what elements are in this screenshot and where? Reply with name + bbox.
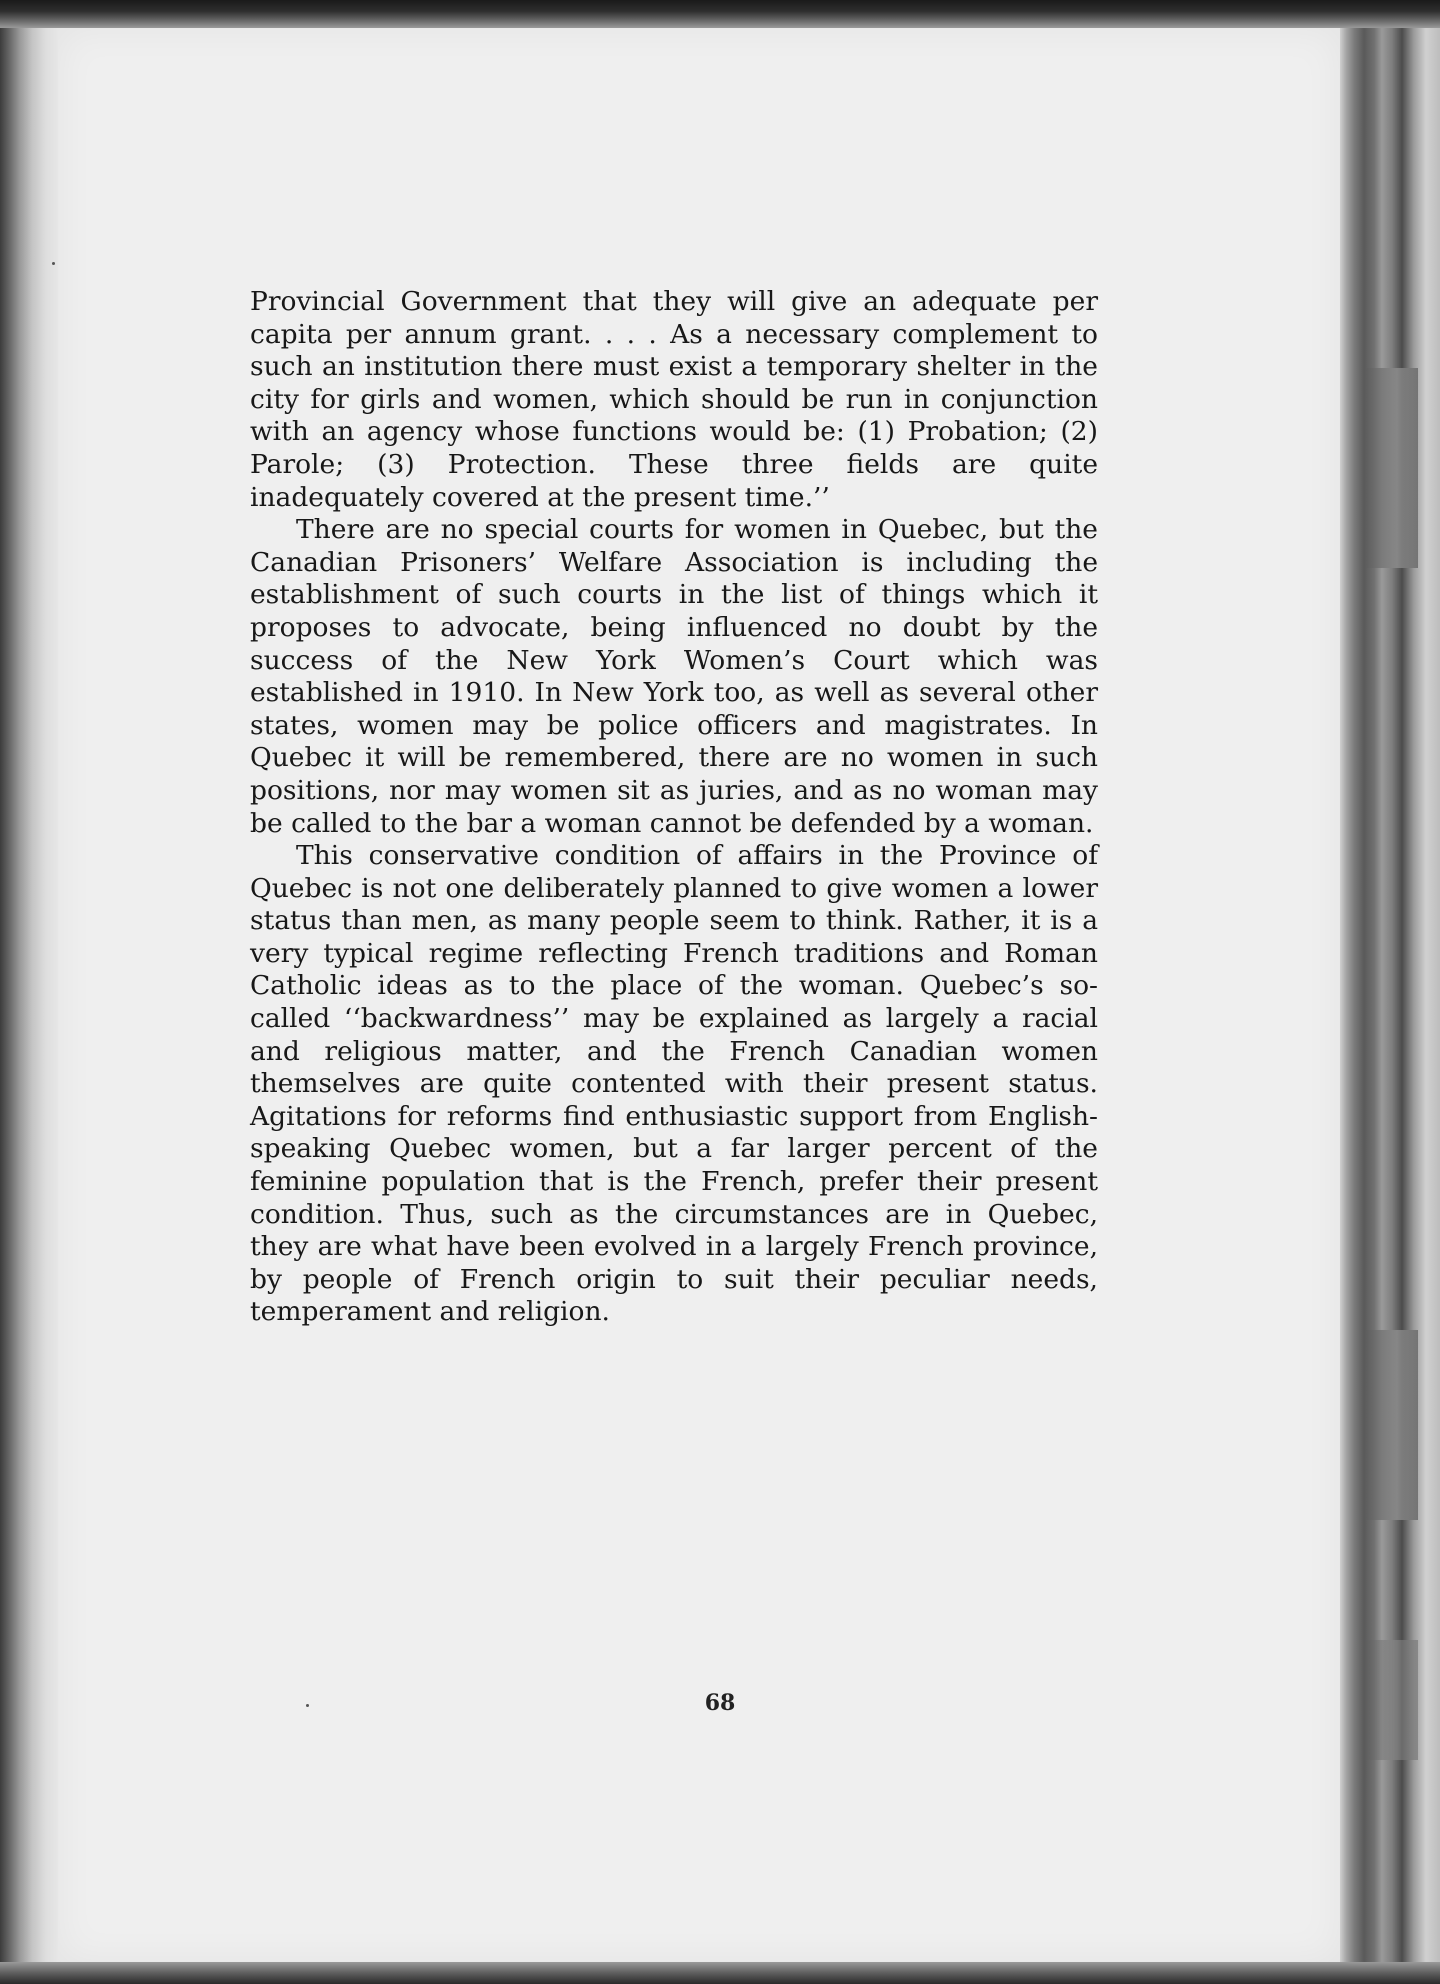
page-number: 68 — [704, 1690, 736, 1716]
paragraph: There are no special courts for women in Quebec, but the Canadian Prisoners’ Welfare Association is including the establishment of such courts in the list of things which it proposes to advocate, being influenced no doubt by the success of the New York Women’s Court which was established in 1910. In New York too, as well as several other states, women may be police officers and magistrates. In Quebec it will be remembered, there are no women in such positions, nor may women sit as juries, and as no woman may be called to the bar a woman cannot be defended by a woman. — [250, 514, 1098, 839]
body-text — [250, 286, 1098, 1329]
page-edge-shadow — [1366, 368, 1418, 568]
paragraph: This conservative condition of affairs in the Province of Quebec is not one deliberately planned to give women a lower status than men, as many people seem to think. Rather, it is a very typical regime reflecting French traditions and Roman Catholic ideas as to the place of the woman. Quebec’s so-called ‘‘backwardness’’ may be explained as largely a racial and religious matter, and the French Canadian women themselves are quite contented with their present status. Agitations for reforms find enthusiastic support from English-speaking Quebec women, but a far larger percent of the feminine population that is the French, prefer their present condition. Thus, such as the circumstances are in Quebec, they are what have been evolved in a largely French province, by people of French origin to suit their peculiar needs, temperament and religion. — [250, 840, 1098, 1328]
scan-top-border — [0, 0, 1440, 28]
dust-speck — [52, 262, 55, 265]
scan-bottom-border — [0, 1962, 1440, 1984]
page-edge-shadow — [1366, 1330, 1418, 1520]
book-binding-edge — [0, 28, 58, 1962]
paragraph: Provincial Government that they will give an adequate per capita per annum grant. . . . As a necessary complement to such an institution there must exist a temporary shelter in the city for girls and women, which should be run in conjunction with an agency whose functions would be: (1) Probation; (2) Parole; (3) Protection. These three fields are quite inadequately covered at the present time.’’ — [250, 286, 1098, 513]
